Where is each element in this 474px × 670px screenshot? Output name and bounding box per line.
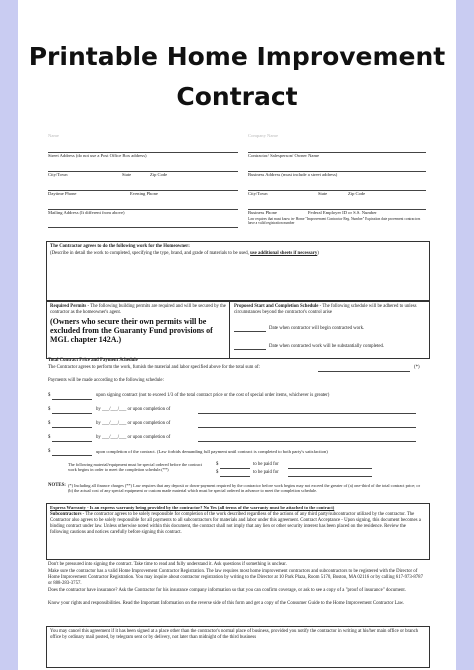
page-title-line1: Printable Home Improvement [28, 42, 446, 71]
cancel-text: You may cancel this agreement if it has been signed at a place other than the contractor's normal place of business, provided you notify the contractor in writing at his/her main office or branch office by ordinary mail posted, by telegram sent or by delivery, not later than midnight of the third business [50, 629, 419, 641]
payment1-text: upon signing contract (not to exceed 1/3 of the total contract price or the cost of special order items, whichever is greater) [96, 393, 330, 398]
permits-text: Required Permits - The following building permits are required and will be secured by the contractor as the homeowner's agent. [50, 304, 226, 316]
owner-city-line[interactable] [48, 171, 238, 172]
payment-final-text: upon completion of the contract. (Law forbids demanding full payment until contract is completed to both party's satisfaction) [96, 449, 328, 454]
caution-p3: Does the contractor have insurance? Ask the Contractor for his insurance company information so that you can confirm coverage, or ask to see a copy of a "proof of insurance" document. [48, 588, 406, 593]
work-description-box[interactable] [46, 241, 430, 301]
payment4-line[interactable] [198, 441, 416, 442]
special2-paid: to be paid for [253, 470, 279, 475]
price-agrees: The Contractor agrees to perform the work, furnish the material and labor specified above for the total sum of: [48, 365, 260, 370]
payment4-amount[interactable] [52, 441, 92, 442]
payment2-line[interactable] [198, 413, 416, 414]
payment4-text: by ___/___/___ or upon completion of [96, 435, 171, 440]
business-city-line[interactable] [248, 190, 426, 191]
notes-text: (*) Including all finance charges (**) Law requires that any deposit or down-payment required by the contractor before work begins may not exceed the greater of (a) one-third of the total contract price; or (b) the actual cost of any special equipment or custom made material which must be special ordered in advance to meet the completion schedule. [68, 483, 421, 494]
permits-divider [229, 302, 230, 358]
work-instruction: (Describe in detail the work to completed, specifying the type, brand, and grade of materials to be used, use additional sheets if necessary) [50, 251, 319, 256]
contractor-owner-label: Contractor/ Salesperson/ Owner Name [248, 153, 320, 158]
payments-intro: Payments will be made according to the following schedule: [48, 378, 164, 383]
subcontractors-text: Subcontractors - The contractor agrees to be solely responsible for completion of the work described regardless of the actions of any third party/subcontractor utilized by the contractor. The Contractor also agrees to be solely responsible for all payments to all subcontractors for materials and labor under this agreement. Contract Acceptance - Upon signing, this document becomes a binding contract under law. Unless otherwise noted within this document, the contract shall not imply that any lien or other security interest has been placed on the residence. Review the following cautions and notices carefully before signing this contract. [50, 512, 421, 536]
total-sum-line[interactable] [318, 371, 410, 372]
special2-amount[interactable] [220, 476, 250, 477]
business-phone-label: Business Phone [248, 210, 277, 215]
payment-final-amount[interactable] [52, 455, 92, 456]
price-heading: Total Contract Price and Payment Schedule [48, 358, 138, 363]
evening-phone-label: Evening Phone [130, 191, 158, 196]
schedule-text: Proposed Start and Completion Schedule - The following schedule will be adhered to unless circumstances beyond the contractor's control arise [234, 304, 417, 316]
warranty-text: Express Warranty - Is an express warranty being provided by the contractor? No Yes (all terms of the warranty must be attached to the contract) [50, 505, 335, 510]
warranty-box [46, 503, 430, 560]
permits-schedule-box [46, 301, 430, 359]
work-heading: The Contractor agrees to do the following work for the Homeowner: [50, 244, 190, 249]
start-date-text: Date when contractor will begin contracted work. [269, 326, 365, 331]
start-date-line[interactable] [234, 331, 266, 332]
caution-p1: Don't be pressured into signing the contract. Take time to read and fully understand it. Ask questions if something is unclear. [48, 562, 287, 567]
company-name-label: Company Name [248, 133, 278, 138]
special1-amount[interactable] [220, 468, 250, 469]
name-label: Name [48, 133, 59, 138]
cancel-box [46, 626, 430, 668]
federal-id-label: Federal Employer ID or S.S. Number [308, 210, 377, 215]
notes-label: NOTES: [48, 483, 66, 488]
payment2-amount[interactable] [52, 413, 92, 414]
special1-paid: to be paid for [253, 462, 279, 467]
state-label: State [122, 172, 132, 177]
business-address-label: Business Address (must include a street address) [248, 172, 338, 177]
special1-line[interactable] [288, 468, 372, 469]
mailing-city-line[interactable] [48, 227, 238, 228]
mailing-address-label: Mailing Address (It different from above) [48, 210, 125, 215]
permits-bold-note: (Owners who secure their own permits will be excluded from the Guaranty Fund provisions of MGL chapter 142A.) [50, 317, 213, 344]
payment3-amount[interactable] [52, 427, 92, 428]
daytime-phone-label: Daytime Phone [48, 191, 77, 196]
special-order-note: The following material/equipment must be special ordered before the contract work begins in order to meet the completion schedule.(**) [68, 462, 202, 473]
special2-line[interactable] [288, 476, 372, 477]
city-label: City/Town [48, 172, 68, 177]
additional-sheets-link: use additional sheets if necessary [250, 251, 318, 256]
payment1-amount[interactable] [52, 399, 92, 400]
total-sum-star: (*) [414, 365, 420, 370]
payment2-text: by ___/___/___ or upon completion of [96, 407, 171, 412]
state2-label: State [318, 191, 328, 196]
caution-p4: Know your rights and responsibilities. Read the Important Information on the reverse side of this form and get a copy of the Consumer Guide to the Home Improvement Contractor Law. [48, 601, 405, 606]
zip-label: Zip Code [150, 172, 168, 177]
page-title-line2: Contract [176, 82, 298, 111]
payment3-text: by ___/___/___ or upon completion of [96, 421, 171, 426]
completion-date-line[interactable] [234, 349, 266, 350]
registration-note: Law requires that must know in- Home "Improvement Contractor Reg. Number" Expiration date provement contractors have a valid registration number [248, 217, 421, 226]
payment3-line[interactable] [198, 427, 416, 428]
completion-date-text: Date when contracted work will be substantially completed. [269, 344, 385, 349]
contract-page: Printable Home Improvement Contract Name Company Name Street Address (do not use a Post Office Box address) Contractor/ Salesperson/ Owner Name City/Town State Zip Code Business Address (must include a street address) Daytime Phone Evening Phone City/Town State Zip Code Mailing Address (It different from above) Business Phone Federal Employer ID or S.S. Number Law requires that must know in- Home "Improvement Contractor Reg. Number" Expiration date provement contractors have a valid registration number The Contractor agrees to do the following work for the Homeowner: (Describe in detail the work to completed, specifying the type, brand, and grade of materials to be used, use additional sheets if necessary) Required Permits - The following building permits are required and will be secured by the contractor as the homeowner's agent. (Owners who secure their own permits will be excluded from the Guaranty Fund provisions of MGL chapter 142A.) Proposed Start and Completion Schedule - The following schedule will be adhered to unless circumstances beyond the contractor's control arise Date when contractor will begin contracted work. Date when contracted work will be substantially completed. Total Contract Price and Payment Schedule The Contractor agrees to perform the work, furnish the material and labor specified above for the total sum of: (*) Payments will be made according to the following schedule: $ upon signing contract (not to exceed 1/3 of the total contract price or the cost of special order items, whichever is greater) $ by ___/___/___ or upon completion of $ by ___/___/___ or upon completion of $ by ___/___/___ or upon completion of $ upon completion of the contract. (Law forbids demanding full payment until contract is completed to both party's satisfaction) The following material/equipment must be special ordered before the contract work begins in order to meet the completion schedule.(**) $ to be paid for $ to be paid for NOTES: (*) Including all finance charges (**) Law requires that any deposit or down-payment required by the contractor before work begins may not exceed the greater of (a) one-third of the total contract price; or (b) the actual cost of any special equipment or custom made material which must be special ordered in advance to meet the completion schedule. Express Warranty - Is an express warranty being provided by the contractor? No Yes (all terms of the warranty must be attached to the contract) Subcontractors - The contractor agrees to be solely responsible for completion of the work described regardless of the actions of any third party/subcontractor utilized by the contractor. The Contractor also agrees to be solely responsible for all payments to all subcontractors for materials and labor under this agreement. Contract Acceptance - Upon signing, this document becomes a binding contract under law. Unless otherwise noted within this document, the contract shall not imply that any lien or other security interest has been placed on the residence. Review the following cautions and notices carefully before signing this contract. Don't be pressured into signing the contract. Take time to read and fully understand it. Ask questions if something is unclear. Make sure the contractor has a valid Home Improvement Contractor Registration. The law requires most home improvement contractors and subcontractors to be registered with the Director of Home Improvement Contractor Registration. You may inquire about contractor registration by writing to the Director at 10 Park Plaza, Room 5170, Boston, MA 02116 or by calling 617-973-8787 or 888-283-3757. Does the contractor have insurance? Ask the Contractor for his insurance company information so that you can confirm coverage, or ask to see a copy of a "proof of insurance" document. Know your rights and responsibilities. Read the Important Information on the reverse side of this form and get a copy of the Consumer Guide to the Home Improvement Contractor Law. You may cancel this agreement if it has been signed at a place other than the contractor's normal place of business, provided you notify the contractor in writing at his/her main office or branch office by ordinary mail posted, by telegram sent or by delivery, not later than midnight of the third business [18, 0, 456, 670]
caution-p2: Make sure the contractor has a valid Home Improvement Contractor Registration. The law requires most home improvement contractors and subcontractors to be registered with the Director of Home Improvement Contractor Registration. You may inquire about contractor registration by writing to the Director at 10 Park Plaza, Room 5170, Boston, MA 02116 or by calling 617-973-8787 or 888-283-3757. [48, 569, 423, 587]
city2-label: City/Town [248, 191, 268, 196]
street-address-label: Street Address (do not use a Post Office Box address) [48, 153, 147, 158]
zip2-label: Zip Code [348, 191, 366, 196]
